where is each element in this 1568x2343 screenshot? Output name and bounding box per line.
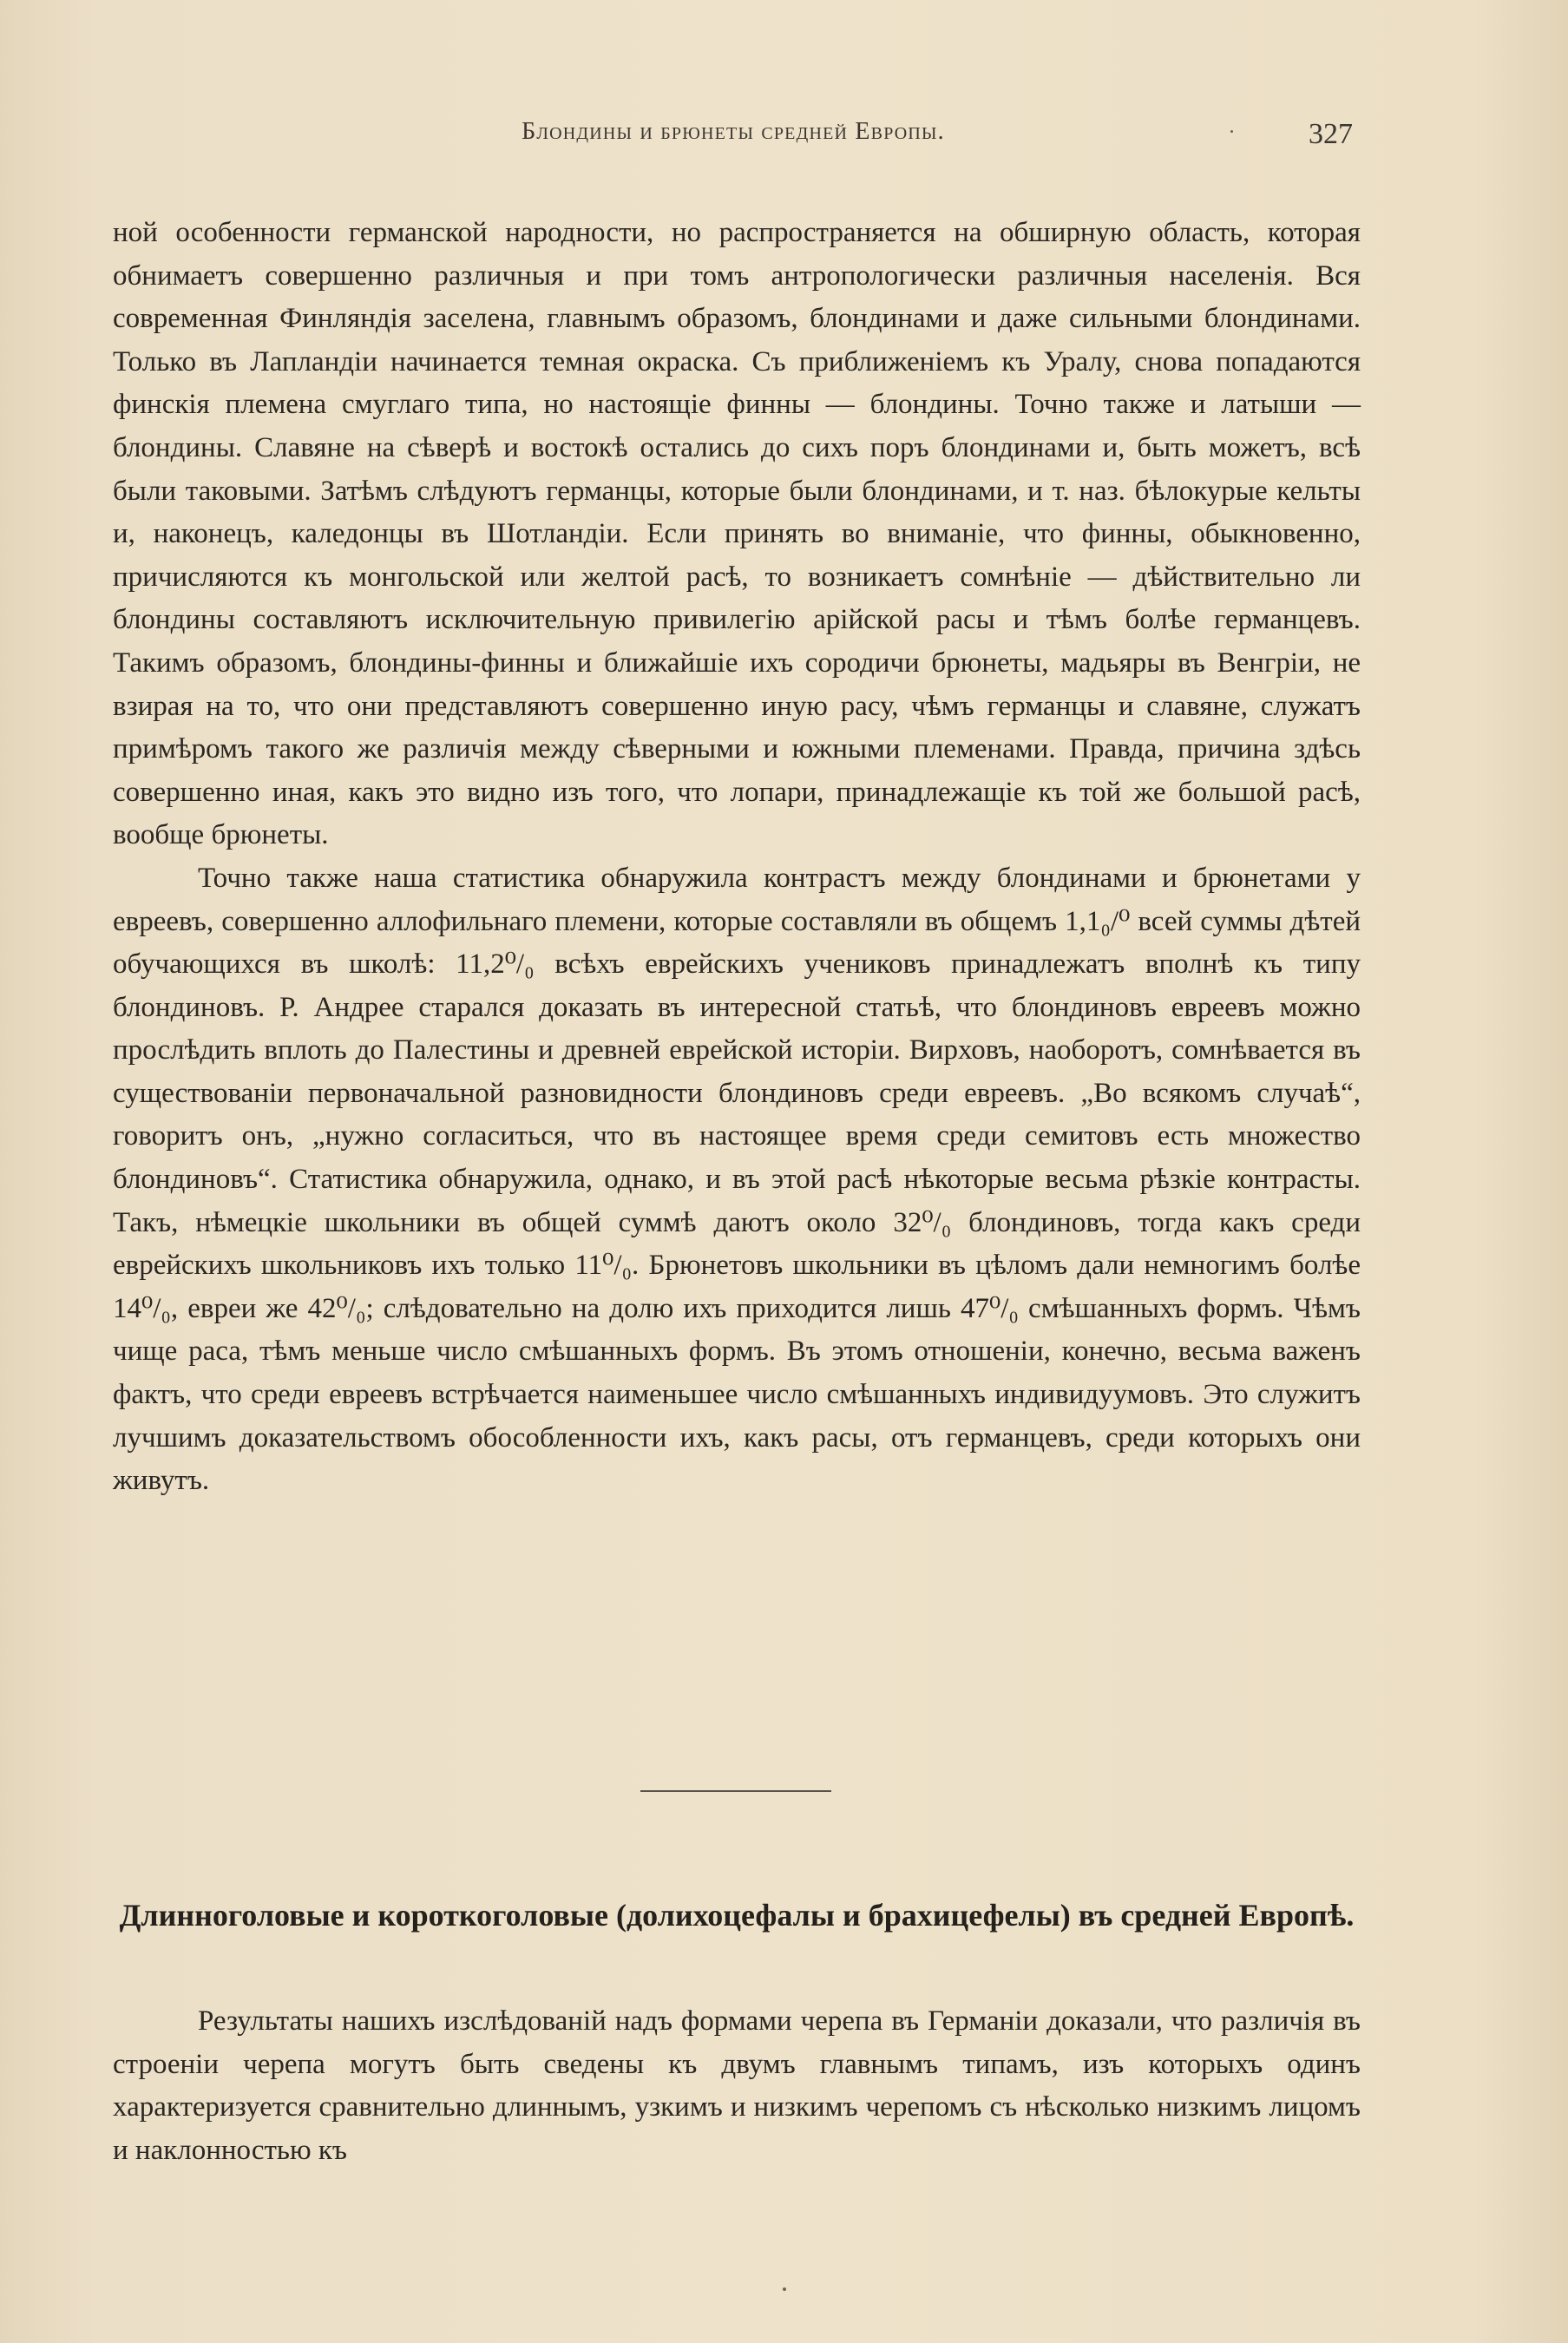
running-title: Блондины и брюнеты средней Европы. — [522, 118, 945, 145]
paper-speck — [1230, 130, 1233, 133]
main-text — [113, 212, 1361, 1503]
body-paragraph-1: ной особенности германской народности, но распространяется на обширную область, которая обнимаетъ совершенно различныя и при томъ антропологически различныя населенія. Вся современная Финляндія заселена, главнымъ образомъ, блондинами и даже сильными блондинами. Только въ Лапландіи начинается темная окраска. Съ приближеніемъ къ Уралу, снова попадаются финскія племена смуглаго типа, но настоящіе финны — блондины. Точно также и латыши — блондины. Славяне на сѣверѣ и востокѣ остались до сихъ поръ блондинами и, быть можетъ, всѣ были таковыми. Затѣмъ слѣдуютъ германцы, которые были блондинами, и т. наз. бѣлокурые кельты и, наконецъ, каледонцы въ Шотландіи. Если принять во вниманіе, что финны, обыкновенно, причисляются къ монгольской или желтой расѣ, то возникаетъ сомнѣніе — дѣйствительно ли блондины составляютъ исключительную привилегію арійской расы и тѣмъ болѣе германцевъ. Такимъ образомъ, блондины-финны и ближайшіе ихъ сородичи брюнеты, мадьяры въ Венгріи, не взирая на то, что они представляютъ совершенно иную расу, чѣмъ германцы и славяне, служатъ примѣромъ такого же различія между сѣверными и южными племенами. Правда, причина здѣсь совершенно иная, какъ это видно изъ того, что лопари, принадлежащіе къ той же большой расѣ, вообще брюнеты. — [113, 217, 1361, 851]
page-number: 327 — [1309, 118, 1353, 150]
section-divider — [640, 1790, 831, 1792]
section-heading: Длинноголовые и короткоголовые (долихоцефалы и брахицефелы) въ средней Европѣ. — [119, 1898, 1355, 1933]
body-paragraph-2: Точно также наша статистика обнаружила контрастъ между блондинами и брюнетами у евреевъ, совершенно аллофильнаго племени, которые составляли въ общемъ 1,1₀/⁰ всей суммы дѣтей обучающихся въ школѣ: 11,2⁰/₀ всѣхъ еврейскихъ учениковъ принадлежатъ вполнѣ къ типу блондиновъ. Р. Андрее старался доказать въ интересной статьѣ, что блондиновъ евреевъ можно прослѣдить вплоть до Палестины и древней еврейской исторіи. Вирховъ, наоборотъ, сомнѣвается въ существованіи первоначальной разновидности блондиновъ среди евреевъ. „Во всякомъ случаѣ“, говоритъ онъ, „нужно согласиться, что въ настоящее время среди семитовъ есть множество блондиновъ“. Статистика обнаружила, однако, и въ этой расѣ нѣкоторые весьма рѣзкіе контрасты. Такъ, нѣмецкіе школьники въ общей суммѣ даютъ около 32⁰/₀ блондиновъ, тогда какъ среди еврейскихъ школьниковъ ихъ только 11⁰/₀. Брюнетовъ школьники въ цѣломъ дали немногимъ болѣе 14⁰/₀, евреи же 42⁰/₀; слѣдовательно на долю ихъ приходится лишь 47⁰/₀ смѣшанныхъ формъ. Чѣмъ чище раса, тѣмъ меньше число смѣшанныхъ формъ. Въ этомъ отношеніи, конечно, весьма важенъ фактъ, что среди евреевъ встрѣчается наименьшее число смѣшанныхъ индивидуумовъ. Это служитъ лучшимъ доказательствомъ обособленности ихъ, какъ расы, отъ германцевъ, среди которыхъ они живутъ. — [113, 862, 1361, 1497]
section-paragraph: Результаты нашихъ изслѣдованій надъ формами черепа въ Германіи доказали, что различія въ строеніи черепа могутъ быть сведены къ двумъ главнымъ типамъ, изъ которыхъ одинъ характеризуется сравнительно длиннымъ, узкимъ и низкимъ черепомъ съ нѣсколько низкимъ лицомъ и наклонностью къ — [113, 2005, 1361, 2166]
running-head — [0, 118, 1568, 156]
paper-speck — [783, 2287, 786, 2291]
section-text — [113, 2000, 1361, 2172]
